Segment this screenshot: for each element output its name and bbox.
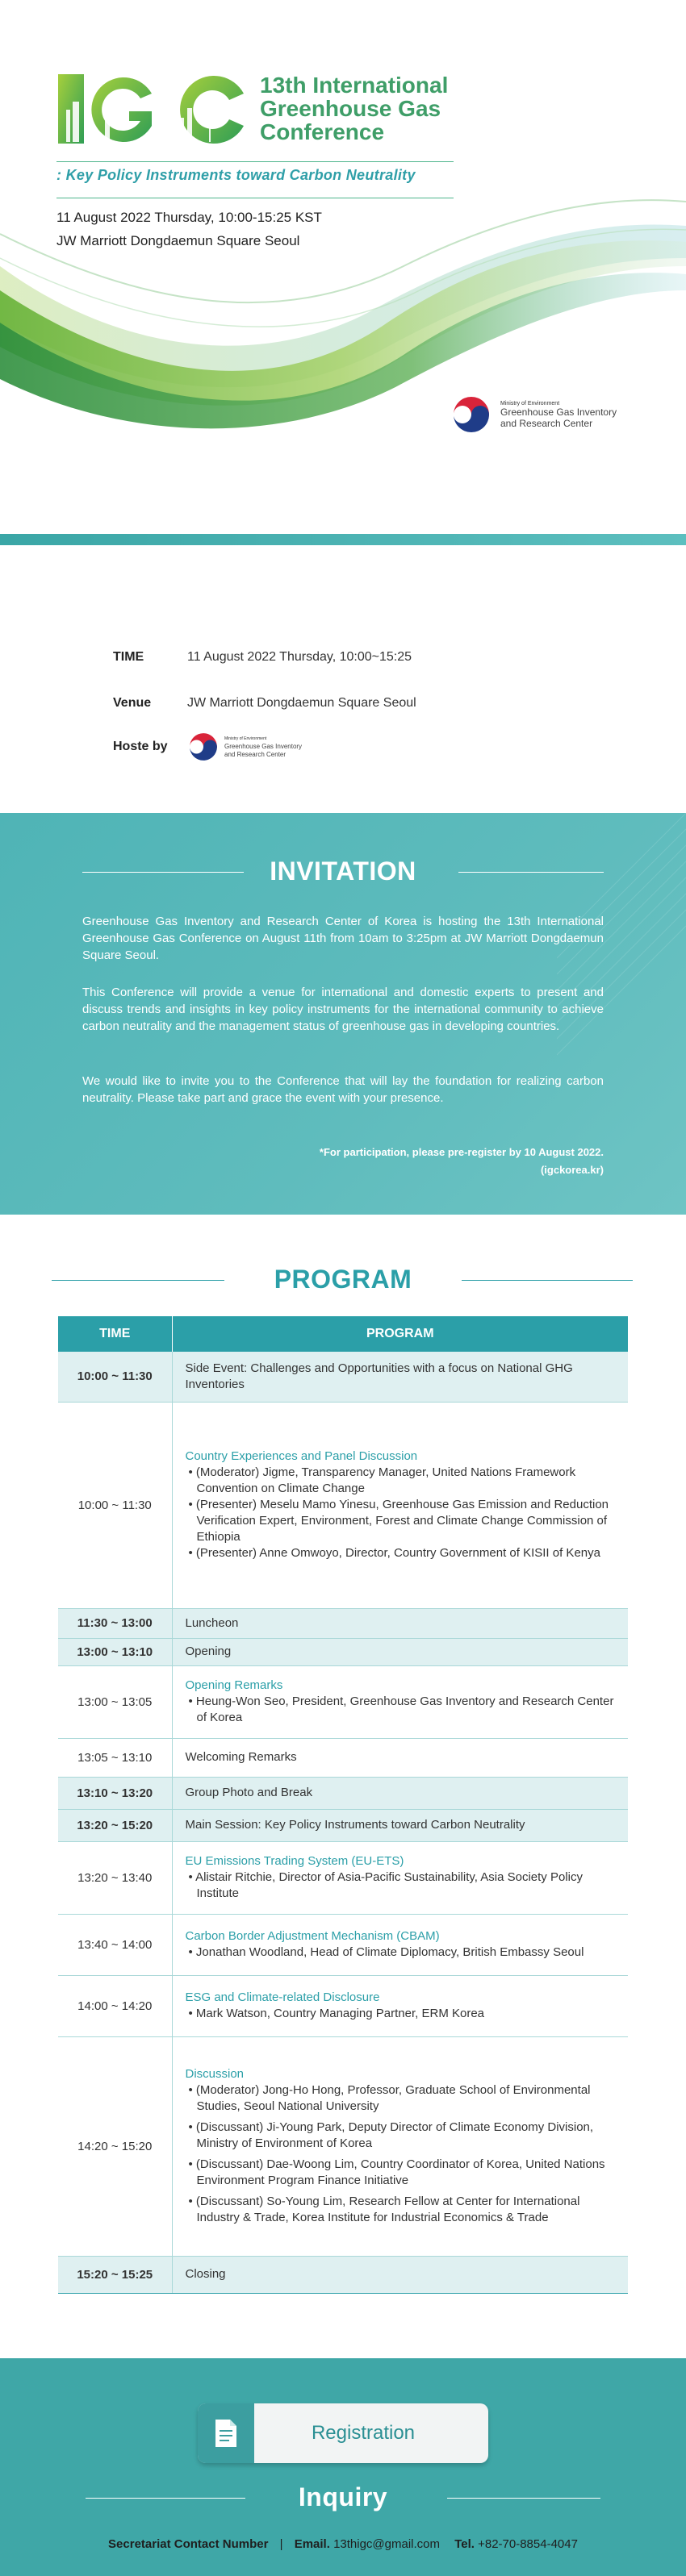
conference-subtitle: : Key Policy Instruments toward Carbon Neutrality bbox=[56, 167, 416, 183]
table-row bbox=[58, 1352, 628, 1402]
table-row bbox=[58, 1975, 628, 2036]
header-banner bbox=[0, 0, 686, 545]
col-program-header: PROGRAM bbox=[172, 1316, 628, 1352]
program-section bbox=[0, 1215, 686, 2358]
row-time: 13:20 ~ 13:40 bbox=[58, 1841, 172, 1914]
col-time-header: TIME bbox=[58, 1316, 172, 1352]
row-item: • (Presenter) Anne Omwoyo, Director, Country Government of KISII of Kenya bbox=[188, 1546, 600, 1560]
row-item: • (Presenter) Meselu Mamo Yinesu, Greenhouse Gas Emission and Reduction Verification Expert, Environment, Forest and Climate Change Commission of Ethiopia bbox=[188, 1498, 609, 1544]
contact-info: Secretariat Contact Number | Email. 13thigc@gmail.com Tel. +82-70-8854-4047 bbox=[108, 2537, 578, 2551]
registration-label: Registration bbox=[311, 2422, 416, 2444]
email-value[interactable]: 13thigc@gmail.com bbox=[333, 2537, 441, 2551]
row-time: 14:00 ~ 14:20 bbox=[58, 1975, 172, 2036]
row-time: 13:40 ~ 14:00 bbox=[58, 1914, 172, 1975]
row-title: Side Event: Challenges and Opportunities with a focus on National GHG Inventories bbox=[172, 1352, 628, 1402]
row-title: Opening Remarks bbox=[185, 1678, 283, 1692]
overview-host-row bbox=[113, 731, 302, 763]
invitation-section bbox=[0, 813, 686, 1215]
tel-label: Tel. bbox=[454, 2537, 475, 2551]
table-row bbox=[58, 2256, 628, 2293]
row-time: 13:05 ~ 13:10 bbox=[58, 1738, 172, 1777]
row-content bbox=[172, 1841, 628, 1914]
table-row bbox=[58, 1608, 628, 1638]
row-title: Main Session: Key Policy Instruments toward Carbon Neutrality bbox=[172, 1809, 628, 1841]
overview-venue-label: Venue bbox=[113, 696, 152, 710]
inquiry-heading bbox=[0, 2482, 686, 2515]
email-label: Email. bbox=[294, 2537, 330, 2551]
row-item: • (Discussant) Ji-Young Park, Deputy Director of Climate Economy Division, Ministry of Environment of Korea bbox=[188, 2120, 594, 2150]
table-row bbox=[58, 1914, 628, 1975]
overview-host-logo bbox=[187, 731, 302, 763]
row-title: Discussion bbox=[185, 2067, 245, 2081]
overview-time-value: 11 August 2022 Thursday, 10:00~15:25 bbox=[187, 650, 412, 664]
registration-note-line1: *For participation, please pre-register by 10 August 2022. bbox=[319, 1146, 604, 1158]
registration-button[interactable] bbox=[198, 2403, 488, 2463]
taegeuk-emblem-icon bbox=[450, 394, 492, 436]
ministry-name-line2: and Research Center bbox=[500, 417, 593, 429]
igc-logo-icon bbox=[56, 69, 250, 147]
row-content bbox=[172, 2036, 628, 2256]
row-title: Country Experiences and Panel Discussion bbox=[185, 1449, 418, 1463]
row-item: • (Discussant) Dae-Woong Lim, Country Coordinator of Korea, United Nations Environment Program Finance Initiative bbox=[188, 2157, 605, 2187]
overview-venue-row bbox=[113, 696, 416, 711]
document-icon bbox=[198, 2403, 254, 2463]
row-time: 11:30 ~ 13:00 bbox=[58, 1608, 172, 1638]
row-time: 14:20 ~ 15:20 bbox=[58, 2036, 172, 2256]
header-date: 11 August 2022 Thursday, 10:00-15:25 KST bbox=[56, 210, 322, 225]
program-heading bbox=[0, 1265, 686, 1297]
row-title: Welcoming Remarks bbox=[172, 1738, 628, 1777]
row-item: • Mark Watson, Country Managing Partner, ERM Korea bbox=[188, 2007, 485, 2020]
overview-venue-value: JW Marriott Dongdaemun Square Seoul bbox=[187, 696, 416, 710]
row-content bbox=[172, 1402, 628, 1608]
program-table bbox=[58, 1316, 628, 2294]
row-title: Group Photo and Break bbox=[172, 1777, 628, 1809]
conference-title-line1: 13th International bbox=[260, 72, 449, 98]
row-time: 10:00 ~ 11:30 bbox=[58, 1402, 172, 1608]
invitation-heading bbox=[0, 857, 686, 889]
program-title: PROGRAM bbox=[274, 1265, 412, 1294]
header-venue: JW Marriott Dongdaemun Square Seoul bbox=[56, 233, 300, 248]
table-row bbox=[58, 1841, 628, 1914]
table-row bbox=[58, 1665, 628, 1738]
inquiry-title: Inquiry bbox=[298, 2482, 388, 2511]
row-content bbox=[172, 1975, 628, 2036]
table-row bbox=[58, 1777, 628, 1809]
subtitle-rule-top bbox=[56, 161, 454, 162]
row-title: Luncheon bbox=[172, 1608, 628, 1638]
table-row bbox=[58, 1402, 628, 1608]
row-item: • Jonathan Woodland, Head of Climate Diplomacy, British Embassy Seoul bbox=[188, 1945, 584, 1959]
row-content bbox=[172, 1665, 628, 1738]
taegeuk-emblem-icon bbox=[187, 731, 220, 763]
row-title: ESG and Climate-related Disclosure bbox=[185, 1990, 380, 2004]
row-item: • (Discussant) So-Young Lim, Research Fellow at Center for International Industry & Trade, Korea Institute for Industrial Economics & Trade bbox=[188, 2195, 580, 2224]
invitation-paragraph-2: This Conference will provide a venue for international and domestic experts to present and discuss trends and insights in key policy instruments for the international community to achieve carbon neutrality and the management status of greenhouse gas in developing countries. bbox=[82, 986, 604, 1033]
contact-label: Secretariat Contact Number bbox=[108, 2537, 269, 2551]
row-title: Carbon Border Adjustment Mechanism (CBAM) bbox=[185, 1929, 440, 1943]
host-small: Ministry of Environment bbox=[224, 736, 267, 741]
row-time: 13:00 ~ 13:10 bbox=[58, 1638, 172, 1665]
row-time: 13:00 ~ 13:05 bbox=[58, 1665, 172, 1738]
conference-title bbox=[260, 73, 448, 144]
conference-title-line2: Greenhouse Gas bbox=[260, 95, 441, 121]
invitation-title: INVITATION bbox=[270, 857, 416, 886]
row-time: 13:20 ~ 15:20 bbox=[58, 1809, 172, 1841]
row-item: • (Moderator) Jigme, Transparency Manager, United Nations Framework Convention on Climate Change bbox=[188, 1465, 576, 1495]
overview-time-label: TIME bbox=[113, 650, 144, 664]
row-title: Opening bbox=[172, 1638, 628, 1665]
table-row bbox=[58, 1738, 628, 1777]
host-line1: Greenhouse Gas Inventory bbox=[224, 743, 303, 750]
row-time: 10:00 ~ 11:30 bbox=[58, 1352, 172, 1402]
registration-note bbox=[320, 1144, 604, 1179]
overview-section bbox=[0, 545, 686, 813]
ministry-logo bbox=[450, 394, 617, 436]
row-item: • Alistair Ritchie, Director of Asia-Pacific Sustainability, Asia Society Policy Institute bbox=[188, 1870, 583, 1900]
header-divider-bar bbox=[0, 534, 686, 545]
footer-section bbox=[0, 2358, 686, 2576]
ministry-name-line1: Greenhouse Gas Inventory bbox=[500, 406, 617, 418]
row-item: • (Moderator) Jong-Ho Hong, Professor, Graduate School of Environmental Studies, Seoul National University bbox=[188, 2083, 591, 2113]
invitation-paragraph-3: We would like to invite you to the Conference that will lay the foundation for realizing carbon neutrality. Please take part and grace the event with your presence. bbox=[82, 1074, 604, 1105]
row-time: 13:10 ~ 13:20 bbox=[58, 1777, 172, 1809]
conference-logo bbox=[56, 69, 448, 147]
table-row bbox=[58, 1809, 628, 1841]
registration-note-line2: (igckorea.kr) bbox=[540, 1164, 604, 1176]
invitation-paragraph-1: Greenhouse Gas Inventory and Research Center of Korea is hosting the 13th International Greenhouse Gas Conference on August 11th from 10am to 3:25pm at JW Marriott Dongdaemun Square Seoul. bbox=[82, 915, 604, 962]
host-line2: and Research Center bbox=[224, 751, 287, 758]
overview-host-label: Hoste by bbox=[113, 740, 168, 753]
row-title: EU Emissions Trading System (EU-ETS) bbox=[185, 1854, 404, 1868]
row-item: • Heung-Won Seo, President, Greenhouse Gas Inventory and Research Center of Korea bbox=[188, 1694, 614, 1724]
program-table-header bbox=[58, 1316, 628, 1352]
row-time: 15:20 ~ 15:25 bbox=[58, 2256, 172, 2293]
table-row bbox=[58, 1638, 628, 1665]
ministry-name-small: Ministry of Environment bbox=[500, 400, 560, 406]
row-title: Closing bbox=[172, 2256, 628, 2293]
conference-title-line3: Conference bbox=[260, 119, 385, 144]
row-content bbox=[172, 1914, 628, 1975]
tel-value[interactable]: +82-70-8854-4047 bbox=[478, 2537, 578, 2551]
table-row bbox=[58, 2036, 628, 2256]
overview-time-row bbox=[113, 650, 412, 665]
